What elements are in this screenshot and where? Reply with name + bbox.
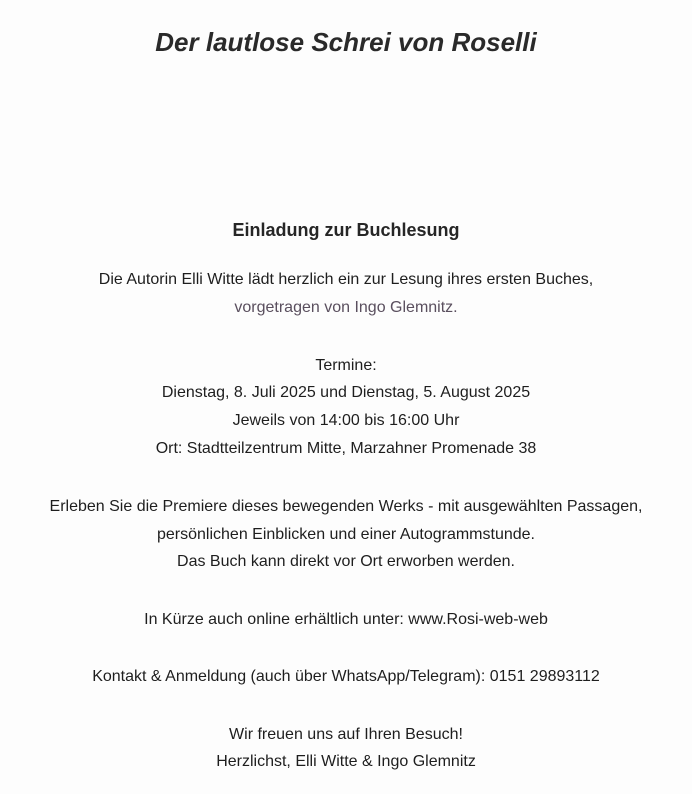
schedule-location: Ort: Stadtteilzentrum Mitte, Marzahner Promenade 38 — [155, 440, 537, 457]
closing-line-1: Wir freuen uns auf Ihren Besuch! — [229, 726, 463, 743]
schedule-dates: Dienstag, 8. Juli 2025 und Dienstag, 5. August 2025 — [161, 384, 531, 401]
description-line-1: Erleben Sie die Premiere dieses bewegenden Werks - mit ausgewählten Passagen, — [49, 498, 643, 515]
description-line-2: persönlichen Einblicken und einer Autogrammstunde. — [156, 526, 535, 543]
intro-line-2: vorgetragen von Ingo Glemnitz. — [234, 299, 458, 316]
closing-signature: Herzlichst, Elli Witte & Ingo Glemnitz — [216, 753, 476, 770]
schedule-time: Jeweils von 14:00 bis 16:00 Uhr — [232, 412, 460, 429]
description-line-3: Das Buch kann direkt vor Ort erworben werden. — [177, 553, 515, 570]
document-title: Der lautlose Schrei von Roselli — [155, 27, 537, 57]
contact-info: Kontakt & Anmeldung (auch über WhatsApp/Telegram): 0151 29893112 — [92, 668, 600, 685]
online-availability: In Kürze auch online erhältlich unter: www.Rosi-web-web — [144, 611, 548, 628]
invitation-heading: Einladung zur Buchlesung — [232, 220, 460, 240]
schedule-label: Termine: — [315, 357, 377, 374]
intro-line-1: Die Autorin Elli Witte lädt herzlich ein zur Lesung ihres ersten Buches, — [98, 271, 594, 288]
